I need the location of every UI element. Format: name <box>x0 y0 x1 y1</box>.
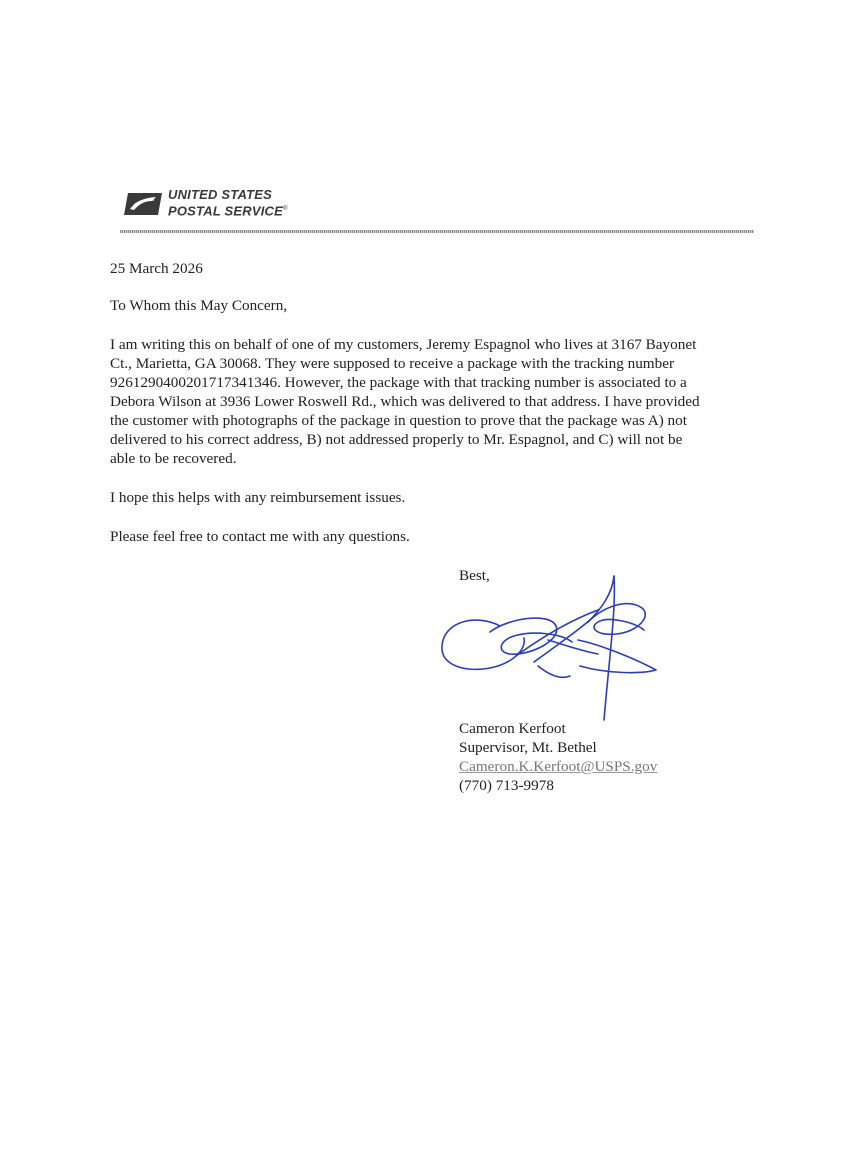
signature-block <box>459 719 657 795</box>
letterhead-rule <box>120 230 754 233</box>
paragraph-line: Ct., Marietta, GA 30068. They were supposed to receive a package with the tracking number <box>110 355 675 372</box>
signer-phone: (770) 713-9978 <box>459 777 554 794</box>
body-paragraph-2: I hope this helps with any reimbursement issues. <box>110 489 406 506</box>
paragraph-line: the customer with photographs of the package in question to prove that the package was A) not <box>110 412 687 429</box>
body-paragraph-3: Please feel free to contact me with any questions. <box>110 528 410 545</box>
salutation: To Whom this May Concern, <box>110 297 288 314</box>
org-name-line1: UNITED STATES <box>168 187 272 202</box>
org-name <box>168 188 288 218</box>
letter-date: 25 March 2026 <box>110 260 203 277</box>
signer-email-link[interactable]: Cameron.K.Kerfoot@USPS.gov <box>459 758 658 775</box>
trademark: ® <box>283 206 288 212</box>
signer-title: Supervisor, Mt. Bethel <box>459 739 597 756</box>
body-paragraph-1 <box>110 335 760 468</box>
handwritten-signature <box>438 570 668 730</box>
paragraph-line: 9261290400201717341346. However, the package with that tracking number is associated to a <box>110 374 687 391</box>
closing: Best, <box>459 567 490 584</box>
usps-eagle-logo-icon <box>122 191 164 217</box>
signer-name: Cameron Kerfoot <box>459 720 566 737</box>
org-name-line2: POSTAL SERVICE <box>168 203 284 219</box>
letterhead <box>120 188 760 238</box>
paragraph-line: delivered to his correct address, B) not addressed properly to Mr. Espagnol, and C) will not be <box>110 431 683 448</box>
paragraph-line: Debora Wilson at 3936 Lower Roswell Rd., which was delivered to that address. I have provided <box>110 393 700 410</box>
paragraph-line: I am writing this on behalf of one of my customers, Jeremy Espagnol who lives at 3167 Bayonet <box>110 336 697 353</box>
paragraph-line: able to be recovered. <box>110 450 237 467</box>
